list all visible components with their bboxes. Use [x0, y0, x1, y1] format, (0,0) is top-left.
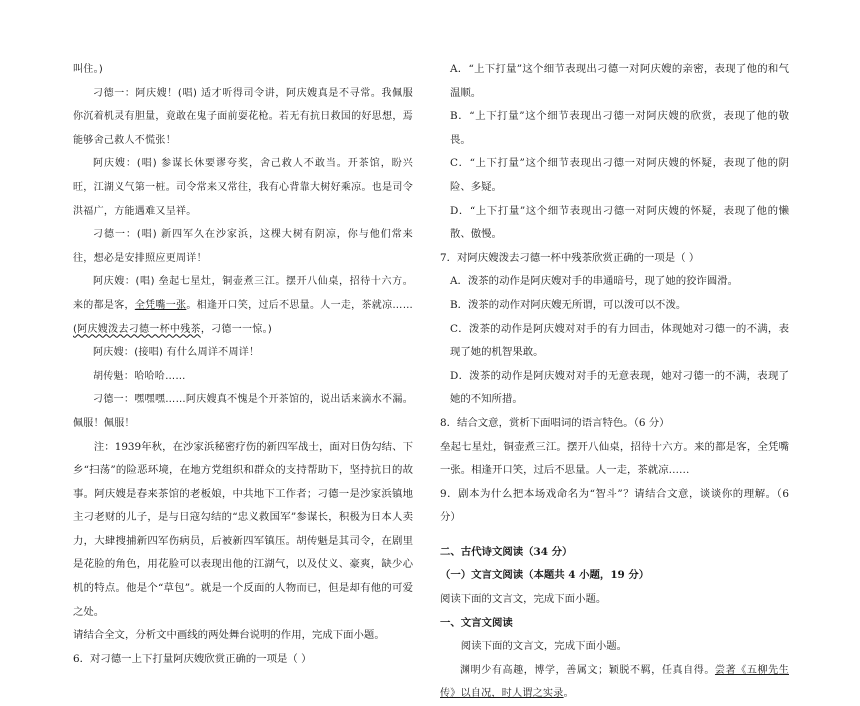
q7-option-a: A．泼茶的动作是阿庆嫂对手的串通暗号，现了她的狡诈圆滑。 — [450, 275, 739, 288]
dialogue-line — [73, 152, 413, 223]
line-text: (唱) 新四军久在沙家浜，这棵大树有阴凉，你与他们常来往，想必是安排照应更周详！ — [73, 229, 413, 264]
speaker: 阿庆嫂： — [93, 347, 135, 359]
line-text: 阿庆嫂！(唱) 适才听得司令讲，阿庆嫂真是不寻常。我佩服你沉着机灵有胆量，竟敢在鬼子面前耍花枪。若无有抗日救国的好思想，焉能够舍己救人不慌张！ — [73, 87, 414, 146]
line-text: (唱) 垒起七星灶，铜壶煮三江。摆开八仙桌，招待十六方。来的都是客， — [73, 276, 414, 311]
left-column — [73, 58, 413, 671]
line-text: (唱) 参谋长休要谬夸奖，舍己救人不敢当。开茶馆，盼兴旺，江湖义气第一桩。司令常来又常往，我有心背靠大树好乘凉。也是司令洪福广，方能遇难又呈祥。 — [73, 158, 413, 217]
q7-option-d: D．泼茶的动作是阿庆嫂对对手的无意表现，她对刁德一的不满，表现了她的不知所措。 — [450, 369, 789, 406]
underlined-phrase: 全凭嘴一张 — [134, 299, 187, 311]
right-column — [440, 58, 789, 706]
question-6: 6．对刁德一上下打量阿庆嫂欣赏正确的一项是（ ） — [73, 652, 312, 665]
dialogue-line — [73, 365, 413, 389]
speaker: 刁德一： — [93, 394, 135, 406]
classical-passage — [440, 659, 789, 706]
speaker: 刁德一： — [93, 229, 137, 241]
question-7: 7．对阿庆嫂泼去刁德一杯中残茶欣赏正确的一项是（ ） — [440, 251, 700, 264]
speaker: 阿庆嫂： — [93, 276, 136, 288]
q6-option-a: A．“上下打量”这个细节表现出刁德一对阿庆嫂的亲密，表现了他的和气温顺。 — [450, 63, 789, 99]
part-1-instruction: 阅读下面的文言文，完成下面小题。 — [460, 640, 628, 653]
question-8: 8．结合文意，赏析下面唱词的语言特色。（6 分） — [440, 416, 670, 429]
line-text: 。相逢开口笑，过后不思量。人一走，茶就凉…… — [186, 299, 413, 311]
question-instruction: 请结合全文，分析文中画线的两处舞台说明的作用，完成下面小题。 — [73, 629, 385, 642]
speaker: 刁德一： — [93, 87, 136, 99]
stage-direction-end: 叫住。) — [73, 64, 104, 75]
line-text: (接唱) 有什么周详不周详！ — [134, 347, 260, 359]
line-text: 嘿嘿嘿……阿庆嫂真不愧是个开茶馆的，说出话来滴水不漏。佩服！佩服！ — [73, 394, 413, 429]
spacer — [440, 530, 789, 541]
passage-text: 。 — [563, 688, 574, 700]
passage-text: 渊明少有高趣，博学，善属文；颖脱不羁，任真自得。 — [460, 664, 715, 676]
q6-option-d: D．“上下打量”这个细节表现出刁德一对阿庆嫂的怀疑，表现了他的懒散、傲慢。 — [450, 204, 789, 241]
question-9: 9．剧本为什么把本场戏命名为“智斗”？请结合文意，谈谈你的理解。（6 分） — [440, 487, 789, 524]
speaker: 胡传魁： — [93, 370, 135, 382]
section-2-heading: 二、古代诗文阅读（34 分） — [440, 545, 573, 558]
line-text: 哈哈哈…… — [134, 370, 186, 382]
q6-option-c: C．“上下打量”这个细节表现出刁德一对阿庆嫂的怀疑，表现了他的阴险、多疑。 — [450, 157, 789, 193]
dialogue-line — [73, 270, 413, 341]
dialogue-line — [73, 388, 413, 435]
q6-option-b: B．“上下打量”这个细节表现出刁德一对阿庆嫂的欣赏，表现了他的敬畏。 — [450, 110, 789, 146]
dialogue-line — [73, 223, 413, 270]
line-text: ，刁德一一惊。) — [200, 323, 273, 335]
annotation-note: 注：1939年秋，在沙家浜秘密疗伤的新四军战士，面对日伪勾结、下乡“扫荡”的险恶环境，在地方党组织和群众的支持帮助下，坚持抗日的故事。阿庆嫂是春来茶馆的老板娘，中共地下工作者；刁德一是沙家浜镇地主刁老财的儿子，是与日寇勾结的“忠义救国军”参谋长，积极为日本人卖力，大肆搜捕新四军伤病员，后被新四军镇压。胡传魁是其司令，在剧里是花脸的角色，用花脸可以表现出他的江湖气，以及仗义、豪爽，缺少心机的特点。他是个“草包”。就是一个反面的人物而已，但是却有他的可爱之处。 — [73, 440, 413, 618]
wavy-underlined-stage-direction: (阿庆嫂泼去刁德一杯中残茶 — [73, 323, 201, 335]
section-2-instruction: 阅读下面的文言文，完成下面小题。 — [440, 593, 607, 606]
speaker: 阿庆嫂： — [93, 158, 137, 170]
dialogue-line — [73, 82, 413, 153]
section-2-1-heading: （一）文言文阅读（本题共 4 小题，19 分） — [440, 569, 650, 582]
underlined-sentence: 尝著《五柳先生传》以自况，时人谓之实录 — [440, 664, 789, 700]
q7-option-c: C．泼茶的动作是阿庆嫂对对手的有力回击，体现她对刁德一的不满，表现了她的机智果敢。 — [450, 322, 789, 359]
q8-quote: 垒起七星灶，铜壶煮三江。摆开八仙桌，招待十六方。来的都是客，全凭嘴一张。相逢开口笑，过后不思量。人一走，茶就凉…… — [440, 440, 789, 477]
q7-option-b: B．泼茶的动作对阿庆嫂无所谓，可以泼可以不泼。 — [450, 298, 687, 311]
dialogue-line — [73, 341, 413, 365]
part-1-heading: 一、文言文阅读 — [440, 616, 513, 629]
